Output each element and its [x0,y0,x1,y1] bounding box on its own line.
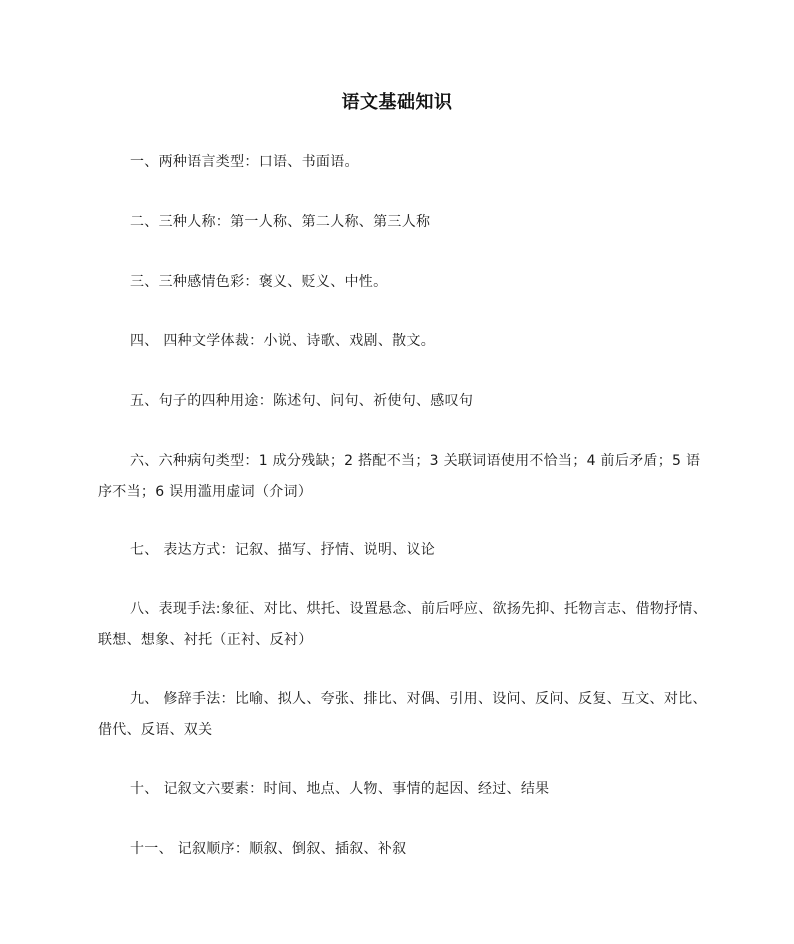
list-item: 四、 四种文学体裁：小说、诗歌、戏剧、散文。 [130,333,436,349]
list-item: 七、 表达方式：记叙、描写、抒情、说明、议论 [130,542,436,558]
list-item: 九、 修辞手法：比喻、拟人、夸张、排比、对偶、引用、设问、反问、反复、互文、对比、借代、反语、双关 [98,691,707,738]
list-item: 十、 记叙文六要素：时间、地点、人物、事情的起因、经过、结果 [130,781,550,797]
list-item: 十一、 记叙顺序：顺叙、倒叙、插叙、补叙 [130,841,407,857]
list-item: 六、六种病句类型：1 成分残缺；2 搭配不当；3 关联词语使用不恰当；4 前后矛盾；5 语序不当；6 误用滥用虚词（介词） [98,453,701,500]
page-title: 语文基础知识 [341,92,453,113]
list-item: 八、表现手法:象征、对比、烘托、设置悬念、前后呼应、欲扬先抑、托物言志、借物抒情、联想、想象、衬托（正衬、反衬） [98,601,708,648]
list-item: 一、两种语言类型：口语、书面语。 [130,154,359,170]
list-item: 二、三种人称：第一人称、第二人称、第三人称 [130,214,431,230]
list-item: 三、三种感情色彩：褒义、贬义、中性。 [130,274,388,290]
list-item: 五、句子的四种用途：陈述句、问句、祈使句、感叹句 [130,393,474,409]
